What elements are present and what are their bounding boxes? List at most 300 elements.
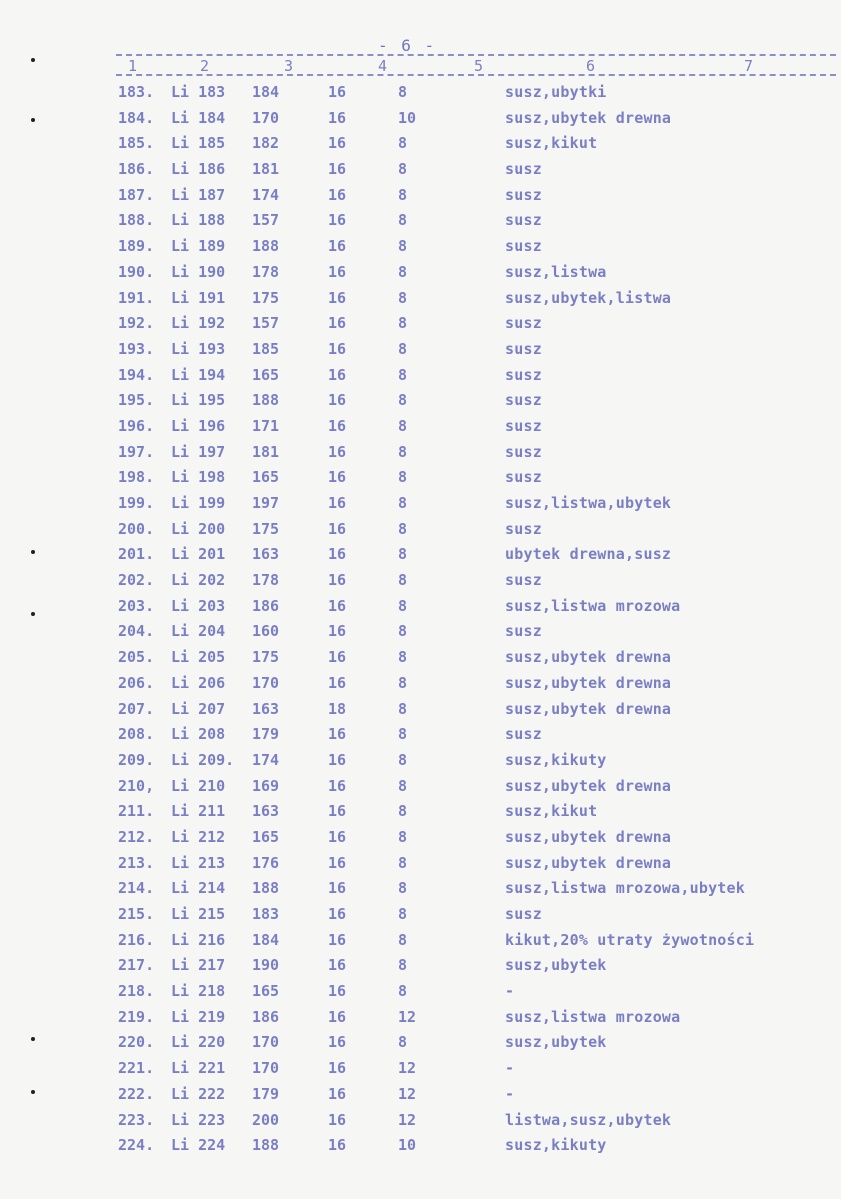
cell-v5: 8 — [398, 982, 408, 1001]
cell-v5: 8 — [398, 596, 408, 615]
cell-v4: 16 — [328, 1007, 347, 1026]
table-row — [0, 902, 841, 928]
column-number: 5 — [474, 57, 484, 75]
cell-id: Li 220 — [171, 1033, 226, 1052]
cell-id: Li 217 — [171, 956, 226, 975]
cell-v3: 175 — [252, 288, 280, 307]
cell-v6: susz — [505, 160, 542, 179]
table-row — [0, 1133, 841, 1159]
cell-v4: 16 — [328, 750, 347, 769]
cell-no: 213. — [118, 853, 155, 872]
cell-id: Li 216 — [171, 930, 226, 949]
table-row — [0, 388, 841, 414]
cell-v6: susz,ubytek drewna — [505, 853, 672, 872]
cell-no: 199. — [118, 494, 155, 512]
cell-v3: 184 — [252, 930, 280, 949]
cell-id: Li 198 — [171, 468, 226, 487]
cell-v6: susz — [505, 416, 542, 435]
cell-v3: 170 — [252, 673, 280, 692]
cell-v3: 188 — [252, 1136, 280, 1155]
cell-v5: 8 — [398, 930, 408, 949]
cell-id: Li 215 — [171, 905, 226, 923]
cell-v4: 16 — [328, 879, 347, 898]
cell-v6: susz — [505, 237, 542, 256]
cell-v4: 16 — [328, 571, 347, 590]
cell-no: 196. — [118, 416, 155, 435]
cell-id: Li 204 — [171, 622, 226, 641]
cell-v6: - — [505, 1084, 515, 1103]
table-row — [0, 1030, 841, 1056]
cell-v6: susz,ubytek,listwa — [505, 288, 672, 307]
cell-v6: susz,listwa,ubytek — [505, 494, 672, 512]
cell-v3: 163 — [252, 802, 280, 821]
column-number: 3 — [284, 57, 294, 75]
cell-v3: 184 — [252, 83, 280, 101]
cell-v3: 182 — [252, 134, 280, 153]
cell-no: 191. — [118, 288, 155, 307]
cell-v3: 181 — [252, 160, 280, 179]
cell-no: 216. — [118, 930, 155, 949]
cell-id: Li 205 — [171, 648, 226, 667]
cell-v5: 8 — [398, 699, 408, 718]
margin-mark — [31, 118, 35, 122]
cell-v5: 8 — [398, 339, 408, 358]
table-row — [0, 80, 841, 106]
cell-v4: 16 — [328, 827, 347, 846]
table-row — [0, 979, 841, 1005]
cell-id: Li 207 — [171, 699, 226, 718]
cell-no: 195. — [118, 391, 155, 410]
cell-v6: susz — [505, 391, 542, 410]
cell-v5: 8 — [398, 211, 408, 230]
table-row — [0, 645, 841, 671]
cell-id: Li 206 — [171, 673, 226, 692]
cell-v6: susz — [505, 211, 542, 230]
cell-v4: 16 — [328, 185, 347, 204]
table-row — [0, 440, 841, 466]
cell-v3: 169 — [252, 776, 280, 795]
cell-no: 221. — [118, 1059, 155, 1078]
cell-v6: susz — [505, 725, 542, 744]
cell-v5: 8 — [398, 853, 408, 872]
cell-id: Li 208 — [171, 725, 226, 744]
table-row — [0, 1082, 841, 1108]
cell-v5: 8 — [398, 262, 408, 281]
cell-v5: 12 — [398, 1084, 417, 1103]
cell-v4: 16 — [328, 1033, 347, 1052]
cell-no: 218. — [118, 982, 155, 1001]
table-row — [0, 465, 841, 491]
cell-no: 215. — [118, 905, 155, 923]
cell-v6: susz,ubytek drewna — [505, 673, 672, 692]
cell-v4: 16 — [328, 519, 347, 538]
cell-v4: 16 — [328, 802, 347, 821]
margin-mark — [31, 612, 35, 616]
cell-v3: 200 — [252, 1110, 280, 1129]
cell-no: 187. — [118, 185, 155, 204]
cell-id: Li 196 — [171, 416, 226, 435]
cell-v3: 183 — [252, 905, 280, 923]
cell-v6: susz — [505, 442, 542, 461]
cell-v4: 16 — [328, 596, 347, 615]
table-row — [0, 106, 841, 132]
table-row — [0, 131, 841, 157]
cell-no: 205. — [118, 648, 155, 667]
header-rule-top — [116, 54, 836, 56]
table-row — [0, 414, 841, 440]
cell-v4: 16 — [328, 1059, 347, 1078]
table-row — [0, 208, 841, 234]
cell-v5: 8 — [398, 750, 408, 769]
table-row — [0, 542, 841, 568]
cell-no: 224. — [118, 1136, 155, 1155]
cell-v5: 8 — [398, 956, 408, 975]
column-number: 6 — [586, 57, 596, 75]
page-number: - 6 - — [378, 36, 437, 55]
cell-no: 207. — [118, 699, 155, 718]
cell-v3: 165 — [252, 827, 280, 846]
cell-v3: 179 — [252, 725, 280, 744]
cell-id: Li 186 — [171, 160, 226, 179]
cell-v3: 157 — [252, 314, 280, 333]
cell-v6: susz — [505, 365, 542, 384]
cell-v5: 8 — [398, 83, 408, 101]
cell-v6: susz — [505, 468, 542, 487]
table-row — [0, 1056, 841, 1082]
cell-no: 219. — [118, 1007, 155, 1026]
cell-v5: 8 — [398, 468, 408, 487]
column-number: 7 — [744, 57, 754, 75]
table-row — [0, 260, 841, 286]
cell-v5: 8 — [398, 879, 408, 898]
cell-v6: susz — [505, 571, 542, 590]
cell-v6: susz,kikut — [505, 134, 598, 153]
column-number: 4 — [378, 57, 388, 75]
cell-no: 188. — [118, 211, 155, 230]
cell-id: Li 214 — [171, 879, 226, 898]
cell-no: 209. — [118, 750, 155, 769]
cell-v6: ubytek drewna,susz — [505, 545, 672, 564]
cell-v3: 160 — [252, 622, 280, 641]
cell-no: 190. — [118, 262, 155, 281]
cell-v4: 16 — [328, 211, 347, 230]
tree-inventory-table — [0, 80, 841, 1159]
cell-no: 223. — [118, 1110, 155, 1129]
cell-v3: 174 — [252, 750, 280, 769]
cell-v3: 188 — [252, 391, 280, 410]
cell-id: Li 189 — [171, 237, 226, 256]
cell-v5: 8 — [398, 905, 408, 923]
cell-no: 202. — [118, 571, 155, 590]
cell-v5: 8 — [398, 776, 408, 795]
table-row — [0, 748, 841, 774]
table-row — [0, 517, 841, 543]
cell-v5: 8 — [398, 519, 408, 538]
cell-v6: listwa,susz,ubytek — [505, 1110, 672, 1129]
cell-v6: - — [505, 982, 515, 1001]
cell-v5: 8 — [398, 442, 408, 461]
cell-no: 194. — [118, 365, 155, 384]
cell-id: Li 221 — [171, 1059, 226, 1078]
cell-v3: 171 — [252, 416, 280, 435]
cell-v4: 16 — [328, 365, 347, 384]
cell-no: 211. — [118, 802, 155, 821]
cell-v6: susz — [505, 339, 542, 358]
table-row — [0, 697, 841, 723]
cell-no: 183. — [118, 83, 155, 101]
cell-id: Li 218 — [171, 982, 226, 1001]
cell-v5: 10 — [398, 108, 417, 127]
cell-id: Li 192 — [171, 314, 226, 333]
cell-v6: susz — [505, 622, 542, 641]
cell-v3: 197 — [252, 494, 280, 512]
margin-mark — [31, 550, 35, 554]
cell-id: Li 219 — [171, 1007, 226, 1026]
cell-id: Li 191 — [171, 288, 226, 307]
cell-v5: 8 — [398, 827, 408, 846]
cell-no: 208. — [118, 725, 155, 744]
table-row — [0, 671, 841, 697]
cell-v4: 16 — [328, 1136, 347, 1155]
cell-v4: 16 — [328, 314, 347, 333]
cell-v6: susz — [505, 314, 542, 333]
table-row — [0, 594, 841, 620]
cell-v5: 8 — [398, 673, 408, 692]
cell-v6: susz,ubytek — [505, 1033, 607, 1052]
table-row — [0, 722, 841, 748]
column-number: 2 — [200, 57, 210, 75]
cell-v5: 8 — [398, 134, 408, 153]
cell-no: 217. — [118, 956, 155, 975]
table-row — [0, 157, 841, 183]
cell-no: 210, — [118, 776, 155, 795]
table-row — [0, 311, 841, 337]
cell-v3: 175 — [252, 648, 280, 667]
cell-v5: 8 — [398, 545, 408, 564]
cell-id: Li 210 — [171, 776, 226, 795]
cell-v6: susz,listwa mrozowa,ubytek — [505, 879, 745, 898]
table-row — [0, 799, 841, 825]
cell-v4: 16 — [328, 108, 347, 127]
cell-v3: 163 — [252, 545, 280, 564]
cell-no: 206. — [118, 673, 155, 692]
cell-v6: susz,ubytek drewna — [505, 699, 672, 718]
table-row — [0, 851, 841, 877]
cell-v4: 16 — [328, 339, 347, 358]
table-row — [0, 953, 841, 979]
cell-v6: susz,kikuty — [505, 1136, 607, 1155]
cell-id: Li 203 — [171, 596, 226, 615]
cell-v5: 8 — [398, 416, 408, 435]
cell-v3: 179 — [252, 1084, 280, 1103]
cell-id: Li 187 — [171, 185, 226, 204]
cell-v4: 16 — [328, 956, 347, 975]
cell-id: Li 195 — [171, 391, 226, 410]
cell-v5: 12 — [398, 1007, 417, 1026]
cell-id: Li 184 — [171, 108, 226, 127]
cell-v6: susz,listwa mrozowa — [505, 596, 681, 615]
cell-v4: 18 — [328, 699, 347, 718]
column-number: 1 — [128, 57, 138, 75]
cell-v5: 8 — [398, 571, 408, 590]
cell-v5: 8 — [398, 725, 408, 744]
cell-v5: 8 — [398, 802, 408, 821]
cell-id: Li 201 — [171, 545, 226, 564]
cell-v3: 163 — [252, 699, 280, 718]
cell-v4: 16 — [328, 1084, 347, 1103]
cell-id: Li 197 — [171, 442, 226, 461]
cell-v5: 8 — [398, 648, 408, 667]
cell-v6: - — [505, 1059, 515, 1078]
cell-id: Li 185 — [171, 134, 226, 153]
cell-v6: susz,ubytek drewna — [505, 108, 672, 127]
cell-no: 201. — [118, 545, 155, 564]
cell-v3: 170 — [252, 1033, 280, 1052]
cell-id: Li 209. — [171, 750, 235, 769]
cell-no: 214. — [118, 879, 155, 898]
cell-v4: 16 — [328, 262, 347, 281]
cell-v5: 8 — [398, 237, 408, 256]
cell-v6: susz — [505, 185, 542, 204]
cell-v6: susz,ubytek drewna — [505, 648, 672, 667]
cell-no: 198. — [118, 468, 155, 487]
table-row — [0, 825, 841, 851]
cell-v4: 16 — [328, 288, 347, 307]
cell-v5: 8 — [398, 391, 408, 410]
cell-id: Li 183 — [171, 83, 226, 101]
cell-no: 197. — [118, 442, 155, 461]
cell-no: 222. — [118, 1084, 155, 1103]
cell-v6: susz,ubytek drewna — [505, 776, 672, 795]
cell-no: 200. — [118, 519, 155, 538]
cell-v3: 188 — [252, 879, 280, 898]
table-row — [0, 234, 841, 260]
cell-v5: 8 — [398, 365, 408, 384]
cell-v5: 8 — [398, 622, 408, 641]
cell-no: 186. — [118, 160, 155, 179]
cell-v4: 16 — [328, 982, 347, 1001]
table-row — [0, 619, 841, 645]
cell-v3: 178 — [252, 571, 280, 590]
cell-id: Li 202 — [171, 571, 226, 590]
column-number-row — [0, 57, 841, 73]
cell-v3: 186 — [252, 1007, 280, 1026]
cell-no: 204. — [118, 622, 155, 641]
cell-v4: 16 — [328, 237, 347, 256]
cell-v4: 16 — [328, 83, 347, 101]
cell-v5: 8 — [398, 288, 408, 307]
cell-id: Li 211 — [171, 802, 226, 821]
cell-v6: susz,kikuty — [505, 750, 607, 769]
cell-v4: 16 — [328, 853, 347, 872]
cell-v3: 165 — [252, 468, 280, 487]
cell-no: 189. — [118, 237, 155, 256]
cell-v4: 16 — [328, 930, 347, 949]
cell-v5: 8 — [398, 1033, 408, 1052]
cell-v3: 178 — [252, 262, 280, 281]
cell-v5: 8 — [398, 185, 408, 204]
cell-v3: 186 — [252, 596, 280, 615]
cell-v5: 8 — [398, 494, 408, 512]
cell-v3: 190 — [252, 956, 280, 975]
cell-id: Li 194 — [171, 365, 226, 384]
cell-v3: 185 — [252, 339, 280, 358]
cell-id: Li 222 — [171, 1084, 226, 1103]
cell-v4: 16 — [328, 725, 347, 744]
cell-v4: 16 — [328, 442, 347, 461]
cell-id: Li 212 — [171, 827, 226, 846]
cell-v3: 170 — [252, 1059, 280, 1078]
cell-id: Li 213 — [171, 853, 226, 872]
cell-v6: susz,ubytek — [505, 956, 607, 975]
cell-v3: 188 — [252, 237, 280, 256]
cell-v4: 16 — [328, 673, 347, 692]
cell-v5: 8 — [398, 314, 408, 333]
cell-v4: 16 — [328, 776, 347, 795]
table-row — [0, 1005, 841, 1031]
margin-mark — [31, 1090, 35, 1094]
cell-v4: 16 — [328, 648, 347, 667]
cell-v4: 16 — [328, 905, 347, 923]
table-row — [0, 568, 841, 594]
cell-v4: 16 — [328, 545, 347, 564]
table-row — [0, 286, 841, 312]
cell-v4: 16 — [328, 134, 347, 153]
cell-v4: 16 — [328, 416, 347, 435]
table-row — [0, 928, 841, 954]
table-row — [0, 1108, 841, 1134]
cell-v4: 16 — [328, 468, 347, 487]
cell-v4: 16 — [328, 494, 347, 512]
cell-v5: 10 — [398, 1136, 417, 1155]
cell-v4: 16 — [328, 1110, 347, 1129]
cell-v3: 176 — [252, 853, 280, 872]
cell-v6: susz,listwa — [505, 262, 607, 281]
cell-v6: susz — [505, 905, 542, 923]
cell-no: 212. — [118, 827, 155, 846]
table-row — [0, 876, 841, 902]
header-rule-bottom — [116, 74, 836, 76]
cell-v4: 16 — [328, 391, 347, 410]
margin-mark — [31, 1037, 35, 1041]
margin-mark — [31, 58, 35, 62]
table-row — [0, 337, 841, 363]
cell-id: Li 190 — [171, 262, 226, 281]
cell-v6: susz,ubytki — [505, 83, 607, 101]
cell-id: Li 188 — [171, 211, 226, 230]
table-row — [0, 774, 841, 800]
cell-v5: 12 — [398, 1110, 417, 1129]
cell-v3: 165 — [252, 365, 280, 384]
cell-no: 184. — [118, 108, 155, 127]
cell-v3: 157 — [252, 211, 280, 230]
cell-no: 203. — [118, 596, 155, 615]
cell-id: Li 224 — [171, 1136, 226, 1155]
cell-v3: 170 — [252, 108, 280, 127]
cell-v5: 12 — [398, 1059, 417, 1078]
cell-v6: susz,ubytek drewna — [505, 827, 672, 846]
cell-v6: susz,kikut — [505, 802, 598, 821]
cell-v6: susz — [505, 519, 542, 538]
table-row — [0, 363, 841, 389]
table-row — [0, 183, 841, 209]
cell-v6: susz,listwa mrozowa — [505, 1007, 681, 1026]
cell-no: 192. — [118, 314, 155, 333]
cell-no: 220. — [118, 1033, 155, 1052]
cell-id: Li 223 — [171, 1110, 226, 1129]
table-row — [0, 491, 841, 517]
cell-no: 185. — [118, 134, 155, 153]
